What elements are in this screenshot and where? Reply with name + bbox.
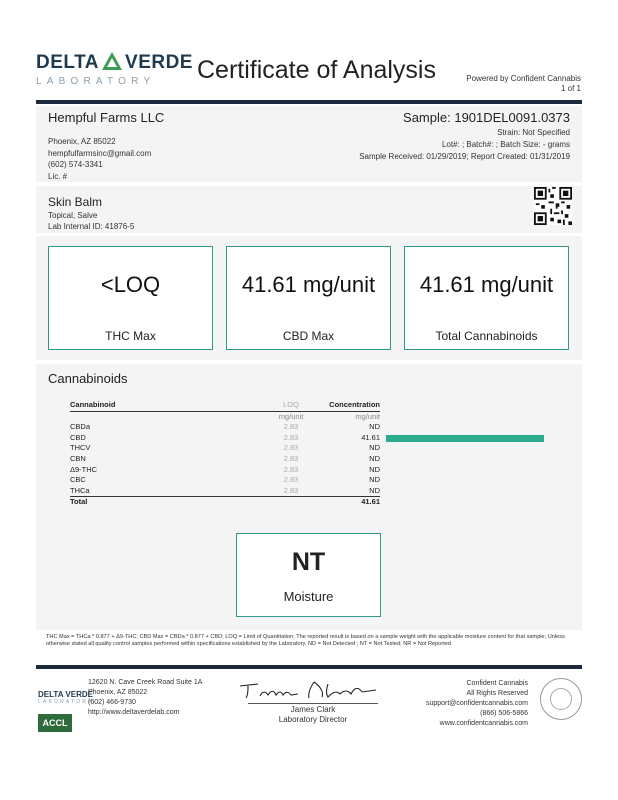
total-cannabinoids-value: 41.61 mg/unit bbox=[419, 272, 554, 297]
footnote: THC Max = THCa * 0.877 + Δ9-THC; CBD Max = CBDa * 0.877 + CBD; LOQ = Limit of Quantitation; The reported result is based on a sample weight with the applicable moisture content for that sample; Unless otherwise stated all quality control samples performed within specifications established by the Laboratory. ND = Not Detected ; NT = Not Tested; NR = Not Reported bbox=[46, 634, 565, 647]
cannabinoid-rows bbox=[70, 422, 556, 497]
product-name: Skin Balm bbox=[48, 195, 103, 209]
signer-name: James Clark bbox=[290, 705, 336, 714]
concentration-bar-cell bbox=[380, 475, 556, 486]
total-cannabinoids-box bbox=[404, 246, 569, 350]
confident-cannabis-info bbox=[426, 679, 528, 729]
lab-phone: (602) 466-9730 bbox=[88, 699, 136, 706]
total-label: Total bbox=[70, 497, 260, 508]
cannabinoid-concentration: ND bbox=[369, 464, 380, 474]
moisture-value: NT bbox=[291, 548, 326, 576]
cannabinoid-concentration: ND bbox=[369, 453, 380, 463]
product-lab-id: Lab Internal ID: 41876-5 bbox=[48, 222, 135, 231]
cannabinoid-name: CBC bbox=[70, 475, 86, 485]
signer-title: Laboratory Director bbox=[278, 715, 348, 724]
address-line1: 12620 N. Cave Creek Road Suite 1A bbox=[88, 679, 203, 686]
powered-by-text: Powered by Confident Cannabis bbox=[466, 74, 581, 83]
concentration-bar-cell bbox=[380, 422, 556, 433]
cc-website[interactable]: www.confidentcannabis.com bbox=[439, 720, 528, 727]
signer-block bbox=[258, 705, 368, 725]
powered-by bbox=[466, 74, 581, 94]
accl-logo: ACCL bbox=[38, 714, 72, 732]
qr-code-icon bbox=[534, 187, 572, 225]
concentration-bar bbox=[386, 435, 544, 442]
footer-logo-verde: VERDE bbox=[65, 690, 93, 699]
thc-max-value: <LOQ bbox=[100, 272, 161, 297]
signature-line bbox=[248, 703, 378, 704]
confident-cannabis-seal-icon bbox=[540, 678, 582, 720]
product-type: Topical, Salve bbox=[48, 211, 98, 220]
unit-loq: mg/unit bbox=[278, 411, 304, 421]
seal-inner-ring bbox=[550, 688, 572, 710]
table-header bbox=[70, 400, 556, 411]
moisture-box bbox=[236, 533, 381, 617]
client-city: Phoenix, AZ 85022 bbox=[48, 137, 116, 146]
cannabinoid-name: CBDa bbox=[70, 422, 91, 432]
cannabinoids-table bbox=[70, 400, 556, 508]
page-number: 1 of 1 bbox=[560, 84, 581, 93]
bottom-divider bbox=[36, 665, 582, 669]
lab-address bbox=[88, 678, 202, 718]
logo-word-delta: DELTA bbox=[36, 52, 100, 73]
logo-word-verde: VERDE bbox=[125, 52, 193, 73]
triangle-logo-icon bbox=[102, 52, 122, 70]
cc-email[interactable]: support@confidentcannabis.com bbox=[425, 700, 528, 707]
cc-phone: (866) 506-5866 bbox=[480, 710, 528, 717]
footer-logo bbox=[38, 690, 93, 699]
cannabinoid-row bbox=[70, 422, 556, 433]
col-cannabinoid: Cannabinoid bbox=[70, 400, 260, 411]
cbd-max-value: 41.61 mg/unit bbox=[241, 272, 376, 297]
signature bbox=[236, 676, 386, 702]
table-units bbox=[70, 411, 556, 422]
client-name: Hempful Farms LLC bbox=[48, 110, 165, 125]
sample-dates: Sample Received: 01/29/2019; Report Created: 01/31/2019 bbox=[359, 152, 570, 161]
unit-conc: mg/unit bbox=[355, 411, 380, 421]
address-line2: Phoenix, AZ 85022 bbox=[88, 689, 148, 696]
lab-website[interactable]: http://www.deltaverdelab.com bbox=[88, 709, 180, 716]
cannabinoid-concentration: ND bbox=[369, 443, 380, 453]
logo-subtitle: LABORATORY bbox=[36, 76, 156, 87]
concentration-bar-cell bbox=[380, 465, 556, 476]
client-phone: (602) 574-3341 bbox=[48, 160, 103, 169]
concentration-bar-cell bbox=[380, 486, 556, 497]
cannabinoid-row bbox=[70, 433, 556, 444]
top-divider bbox=[36, 100, 582, 104]
col-concentration: Concentration bbox=[322, 400, 380, 411]
cannabinoid-concentration: ND bbox=[369, 422, 380, 432]
total-loq-blank bbox=[260, 497, 322, 508]
cannabinoid-name: Δ9-THC bbox=[70, 464, 98, 474]
product-info bbox=[48, 210, 134, 232]
lab-logo bbox=[36, 52, 193, 74]
cbd-max-box bbox=[226, 246, 391, 350]
client-email: hempfulfarmsinc@gmail.com bbox=[48, 148, 152, 158]
cannabinoid-name: CBN bbox=[70, 453, 86, 463]
cannabinoid-loq: 2.83 bbox=[283, 422, 299, 432]
cannabinoid-loq: 2.83 bbox=[283, 432, 299, 442]
sample-lot: Lot#: ; Batch#: ; Batch Size: - grams bbox=[441, 140, 570, 149]
cannabinoid-loq: 2.83 bbox=[283, 464, 299, 474]
client-info bbox=[48, 136, 151, 182]
cc-name: Confident Cannabis bbox=[466, 680, 528, 687]
concentration-bar-cell bbox=[380, 443, 556, 454]
cannabinoid-name: THCV bbox=[70, 443, 91, 453]
sample-strain: Strain: Not Specified bbox=[497, 128, 570, 137]
col-bar bbox=[380, 400, 556, 411]
sample-id: Sample: 1901DEL0091.0373 bbox=[403, 110, 570, 125]
thc-max-label: THC Max bbox=[105, 329, 156, 343]
total-cannabinoids-label: Total Cannabinoids bbox=[435, 329, 538, 343]
cannabinoid-name: CBD bbox=[70, 432, 86, 442]
total-value: 41.61 bbox=[322, 497, 380, 508]
col-loq: LOQ bbox=[260, 400, 322, 411]
concentration-bar-cell bbox=[380, 454, 556, 465]
cannabinoid-row bbox=[70, 454, 556, 465]
cannabinoid-row bbox=[70, 486, 556, 497]
cannabinoid-row bbox=[70, 475, 556, 486]
cannabinoid-loq: 2.83 bbox=[283, 475, 299, 485]
cannabinoid-row bbox=[70, 465, 556, 476]
cannabinoid-concentration: 41.61 bbox=[361, 432, 380, 442]
total-bar-blank bbox=[380, 497, 556, 508]
cannabinoid-loq: 2.83 bbox=[283, 453, 299, 463]
page-title: Certificate of Analysis bbox=[197, 56, 436, 84]
cannabinoid-concentration: ND bbox=[369, 485, 380, 495]
cannabinoid-row bbox=[70, 443, 556, 454]
thc-max-box bbox=[48, 246, 213, 350]
cannabinoid-loq: 2.83 bbox=[283, 485, 299, 495]
cannabinoid-concentration: ND bbox=[369, 475, 380, 485]
cc-rights: All Rights Reserved bbox=[466, 690, 528, 697]
client-license: Lic. # bbox=[48, 171, 68, 181]
sample-meta bbox=[359, 127, 570, 163]
footer-logo-delta: DELTA bbox=[38, 690, 64, 699]
cannabinoid-loq: 2.83 bbox=[283, 443, 299, 453]
unit-bar-blank bbox=[380, 411, 556, 422]
unit-blank bbox=[70, 411, 260, 422]
total-row bbox=[70, 497, 556, 508]
cannabinoids-title: Cannabinoids bbox=[48, 371, 128, 386]
cannabinoid-name: THCa bbox=[70, 485, 90, 495]
footer-logo-subtitle: LABORATORY bbox=[38, 699, 94, 705]
cbd-max-label: CBD Max bbox=[282, 329, 335, 343]
moisture-label: Moisture bbox=[283, 589, 334, 604]
concentration-bar-cell bbox=[380, 433, 556, 444]
